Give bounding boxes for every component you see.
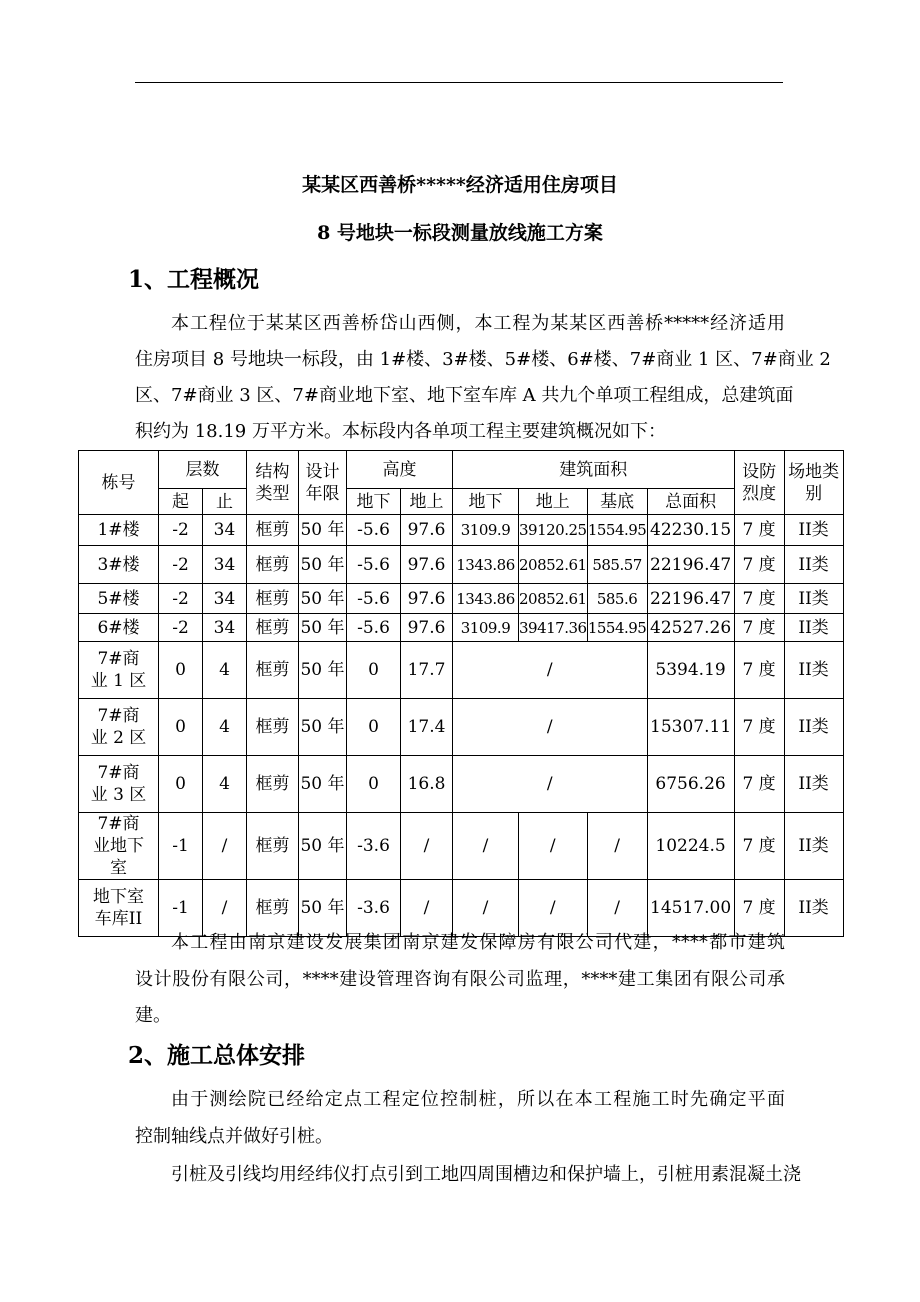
th-floors: 层数 xyxy=(159,451,247,489)
paragraph-line: 积约为 18.19 万平方米。本标段内各单项工程主要建筑概况如下： xyxy=(135,421,666,442)
table-cell: 585.6 xyxy=(587,584,647,614)
table-cell: II类 xyxy=(784,515,843,546)
th-area-total: 总面积 xyxy=(647,489,734,515)
table-row xyxy=(79,880,844,937)
table-cell: 50 年 xyxy=(299,756,347,813)
table-cell: 0 xyxy=(347,642,401,699)
table-cell: II类 xyxy=(784,813,843,880)
table-cell: 7#商业地下室 xyxy=(79,813,159,880)
table-cell: 20852.61 xyxy=(519,584,588,614)
table-cell: 4 xyxy=(203,699,247,756)
table-cell: 地下室车库II xyxy=(79,880,159,937)
table-cell: / xyxy=(453,642,648,699)
table-cell: 4 xyxy=(203,756,247,813)
table-cell: -5.6 xyxy=(347,515,401,546)
table-cell: 3109.9 xyxy=(453,614,519,642)
table-cell: 42527.26 xyxy=(647,614,734,642)
table-cell: 22196.47 xyxy=(647,584,734,614)
paragraph-line: 设计股份有限公司，****建设管理咨询有限公司监理，****建工集团有限公司承 xyxy=(135,968,785,990)
table-cell: -3.6 xyxy=(347,880,401,937)
table-cell: 50 年 xyxy=(299,614,347,642)
table-cell: 17.4 xyxy=(401,699,453,756)
table-row xyxy=(79,515,844,546)
table-cell: / xyxy=(587,880,647,937)
th-area-above: 地上 xyxy=(519,489,588,515)
table-cell: 14517.00 xyxy=(647,880,734,937)
table-cell: 7#商业 2 区 xyxy=(79,699,159,756)
table-cell: II类 xyxy=(784,699,843,756)
table-cell: 15307.11 xyxy=(647,699,734,756)
table-cell: 22196.47 xyxy=(647,546,734,584)
table-cell: 7 度 xyxy=(734,813,784,880)
table-cell: 50 年 xyxy=(299,515,347,546)
table-cell: 7 度 xyxy=(734,642,784,699)
table-cell: 0 xyxy=(159,642,203,699)
th-area-below: 地下 xyxy=(453,489,519,515)
paragraph-line: 引桩及引线均用经纬仪打点引到工地四周围槽边和保护墙上，引桩用素混凝土浇 xyxy=(171,1164,801,1185)
section-heading-2: 2、施工总体安排 xyxy=(128,1042,306,1069)
paragraph-line: 本工程由南京建设发展集团南京建发保障房有限公司代建，****都市建筑 xyxy=(171,932,785,953)
table-cell: 7 度 xyxy=(734,756,784,813)
table-cell: / xyxy=(453,699,648,756)
table-cell: -2 xyxy=(159,584,203,614)
table-cell: 7 度 xyxy=(734,515,784,546)
table-cell: 97.6 xyxy=(401,515,453,546)
doc-title: 某某区西善桥*****经济适用住房项目 xyxy=(302,174,618,196)
table-cell: 7 度 xyxy=(734,614,784,642)
table-cell: 框剪 xyxy=(247,699,299,756)
table-cell: 34 xyxy=(203,584,247,614)
table-cell: 0 xyxy=(159,756,203,813)
table-cell: 97.6 xyxy=(401,584,453,614)
table-cell: 7 度 xyxy=(734,699,784,756)
table-cell: 1343.86 xyxy=(453,584,519,614)
table-cell: 6756.26 xyxy=(647,756,734,813)
table-cell: / xyxy=(203,880,247,937)
th-site: 场地类别 xyxy=(784,451,843,515)
table-cell: 1#楼 xyxy=(79,515,159,546)
table-cell: 34 xyxy=(203,546,247,584)
table-cell: / xyxy=(453,880,519,937)
table-cell: 0 xyxy=(347,756,401,813)
table-cell: / xyxy=(401,880,453,937)
table-cell: II类 xyxy=(784,642,843,699)
table-cell: 框剪 xyxy=(247,515,299,546)
table-cell: / xyxy=(519,813,588,880)
table-cell: 50 年 xyxy=(299,880,347,937)
table-cell: / xyxy=(453,756,648,813)
paragraph-line: 由于测绘院已经给定点工程定位控制桩，所以在本工程施工时先确定平面 xyxy=(171,1089,785,1110)
table-cell: 3109.9 xyxy=(453,515,519,546)
table-cell: 7#商业 3 区 xyxy=(79,756,159,813)
table-cell: II类 xyxy=(784,584,843,614)
doc-subtitle: 8 号地块一标段测量放线施工方案 xyxy=(317,222,603,244)
table-cell: / xyxy=(519,880,588,937)
table-cell: -3.6 xyxy=(347,813,401,880)
table-cell: 1343.86 xyxy=(453,546,519,584)
table-cell: -2 xyxy=(159,546,203,584)
table-cell: / xyxy=(203,813,247,880)
table-cell: 5#楼 xyxy=(79,584,159,614)
table-cell: 7 度 xyxy=(734,546,784,584)
table-cell: 97.6 xyxy=(401,546,453,584)
table-cell: 6#楼 xyxy=(79,614,159,642)
th-design-life: 设计年限 xyxy=(299,451,347,515)
paragraph-line: 建。 xyxy=(135,1005,171,1026)
table-cell: 框剪 xyxy=(247,614,299,642)
table-cell: 50 年 xyxy=(299,546,347,584)
table-cell: -1 xyxy=(159,813,203,880)
table-cell: / xyxy=(587,813,647,880)
table-row xyxy=(79,813,844,880)
table-cell: 框剪 xyxy=(247,642,299,699)
table-cell: / xyxy=(401,813,453,880)
table-cell: 50 年 xyxy=(299,813,347,880)
table-cell: 框剪 xyxy=(247,880,299,937)
table-cell: -5.6 xyxy=(347,584,401,614)
table-cell: -5.6 xyxy=(347,546,401,584)
th-area-base: 基底 xyxy=(587,489,647,515)
table-row xyxy=(79,756,844,813)
table-cell: 框剪 xyxy=(247,546,299,584)
th-height-below: 地下 xyxy=(347,489,401,515)
table-cell: 4 xyxy=(203,642,247,699)
table-cell: 0 xyxy=(159,699,203,756)
table-cell: 50 年 xyxy=(299,642,347,699)
th-height: 高度 xyxy=(347,451,453,489)
table-cell: 10224.5 xyxy=(647,813,734,880)
table-row xyxy=(79,546,844,584)
table-cell: II类 xyxy=(784,614,843,642)
table-cell: 7 度 xyxy=(734,584,784,614)
th-height-above: 地上 xyxy=(401,489,453,515)
table-row xyxy=(79,584,844,614)
paragraph-line: 区、7#商业 3 区、7#商业地下室、地下室车库 A 共九个单项工程组成，总建筑面 xyxy=(135,385,794,406)
th-floors-from: 起 xyxy=(159,489,203,515)
table-cell: / xyxy=(453,813,519,880)
table-row xyxy=(79,699,844,756)
table-cell: 17.7 xyxy=(401,642,453,699)
table-cell: 50 年 xyxy=(299,699,347,756)
table-cell: -2 xyxy=(159,515,203,546)
table-cell: 1554.95 xyxy=(587,614,647,642)
table-cell: II类 xyxy=(784,880,843,937)
th-building: 栋号 xyxy=(79,451,159,515)
table-row xyxy=(79,642,844,699)
table-cell: 97.6 xyxy=(401,614,453,642)
table-cell: 7 度 xyxy=(734,880,784,937)
table-cell: II类 xyxy=(784,756,843,813)
table-cell: 框剪 xyxy=(247,813,299,880)
table-cell: 框剪 xyxy=(247,584,299,614)
th-structure: 结构类型 xyxy=(247,451,299,515)
table-cell: 39417.36 xyxy=(519,614,588,642)
paragraph-line: 住房项目 8 号地块一标段，由 1#楼、3#楼、5#楼、6#楼、7#商业 1 区、7#商业 2 xyxy=(135,349,831,370)
table-cell: 7#商业 1 区 xyxy=(79,642,159,699)
th-floors-to: 止 xyxy=(203,489,247,515)
table-cell: 585.57 xyxy=(587,546,647,584)
table-cell: 50 年 xyxy=(299,584,347,614)
table-cell: -1 xyxy=(159,880,203,937)
table-cell: -5.6 xyxy=(347,614,401,642)
table-cell: 框剪 xyxy=(247,756,299,813)
paragraph-line: 控制轴线点并做好引桩。 xyxy=(135,1126,333,1147)
table-cell: 34 xyxy=(203,614,247,642)
building-overview-table xyxy=(78,450,844,937)
section-heading-1: 1、工程概况 xyxy=(128,266,260,293)
table-cell: 1554.95 xyxy=(587,515,647,546)
table-cell: 42230.15 xyxy=(647,515,734,546)
table-cell: 20852.61 xyxy=(519,546,588,584)
table-cell: 3#楼 xyxy=(79,546,159,584)
table-cell: 16.8 xyxy=(401,756,453,813)
table-cell: 5394.19 xyxy=(647,642,734,699)
th-seismic: 设防烈度 xyxy=(734,451,784,515)
table-cell: 0 xyxy=(347,699,401,756)
table-row xyxy=(79,614,844,642)
table-cell: -2 xyxy=(159,614,203,642)
table-cell: 39120.25 xyxy=(519,515,588,546)
table-cell: 34 xyxy=(203,515,247,546)
paragraph-line: 本工程位于某某区西善桥岱山西侧，本工程为某某区西善桥*****经济适用 xyxy=(171,313,785,334)
table-cell: II类 xyxy=(784,546,843,584)
header-rule xyxy=(135,82,783,83)
th-area: 建筑面积 xyxy=(453,451,735,489)
